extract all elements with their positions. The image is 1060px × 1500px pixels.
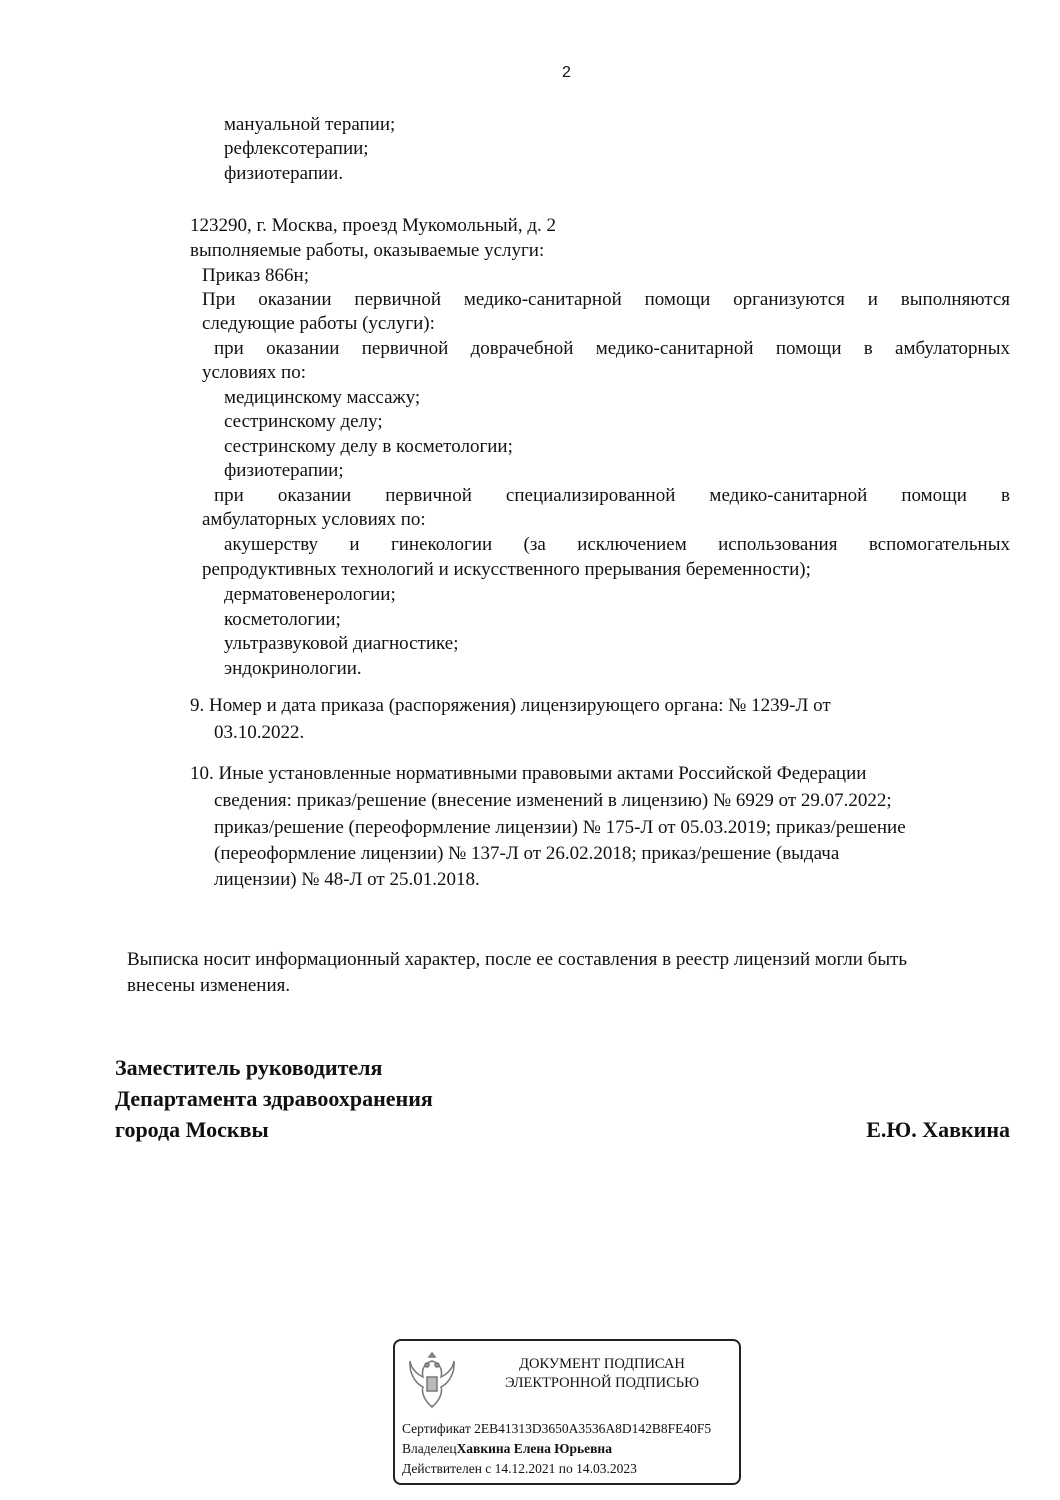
stamp-heading [487, 1355, 717, 1393]
service-line: физиотерапии. [224, 163, 344, 184]
e-signature-stamp [393, 1339, 741, 1485]
order-ref: Приказ 866н; [202, 265, 309, 286]
service-line: медицинскому массажу; [224, 387, 421, 408]
works-heading: выполняемые работы, оказываемые услуги: [190, 240, 545, 261]
address: 123290, г. Москва, проезд Мукомольный, д. 2 [190, 215, 557, 236]
service-line: сестринскому делу в косметологии; [224, 436, 513, 457]
item-10: лицензии) № 48-Л от 25.01.2018. [214, 869, 480, 890]
text-line: при оказании первичной доврачебной медико-санитарной помощи в амбулаторных [214, 338, 1010, 359]
service-line: репродуктивных технологий и искусственного прерывания беременности); [202, 559, 811, 580]
service-line: рефлексотерапии; [224, 138, 369, 159]
coat-of-arms-icon [407, 1349, 457, 1411]
service-line: мануальной терапии; [224, 114, 396, 135]
signatory-name: Е.Ю. Хавкина [866, 1117, 1010, 1142]
service-line: дерматовенерологии; [224, 584, 396, 605]
stamp-heading-line: ЭЛЕКТРОННОЙ ПОДПИСЬЮ [504, 1375, 700, 1391]
item-10: сведения: приказ/решение (внесение изменений в лицензию) № 6929 от 29.07.2022; [214, 790, 892, 811]
service-line: акушерству и гинекологии (за исключением использования вспомогательных [224, 534, 1010, 555]
text-line: при оказании первичной специализированной медико-санитарной помощи в [214, 485, 1010, 506]
owner-label: Владелец [402, 1441, 457, 1456]
service-line: сестринскому делу; [224, 411, 383, 432]
disclaimer: Выписка носит информационный характер, после ее составления в реестр лицензий могли быть [127, 949, 908, 970]
item-10: 10. Иные установленные нормативными правовыми актами Российской Федерации [190, 763, 867, 784]
service-line: эндокринологии. [224, 658, 362, 679]
signatory-title: Заместитель руководителя [115, 1055, 383, 1080]
text-line: амбулаторных условиях по: [202, 509, 426, 530]
disclaimer: внесены изменения. [127, 975, 291, 996]
certificate-line [402, 1421, 711, 1437]
validity-line: Действителен с 14.12.2021 по 14.03.2023 [402, 1461, 637, 1476]
service-line: косметологии; [224, 609, 341, 630]
certificate-label: Сертификат [402, 1421, 471, 1436]
signatory-title: Департамента здравоохранения [115, 1086, 433, 1111]
text-line: следующие работы (услуги): [202, 313, 435, 334]
text-line: При оказании первичной медико-санитарной помощи организуются и выполняются [202, 289, 1010, 310]
item-9: 9. Номер и дата приказа (распоряжения) лицензирующего органа: № 1239-Л от [190, 695, 831, 716]
owner-value: Хавкина Елена Юрьевна [456, 1441, 612, 1456]
signatory-title: города Москвы [115, 1117, 269, 1142]
service-line: ультразвуковой диагностике; [224, 633, 459, 654]
text-line: условиях по: [202, 362, 306, 383]
item-10: (переоформление лицензии) № 137-Л от 26.02.2018; приказ/решение (выдача [214, 843, 840, 864]
service-line: физиотерапии; [224, 460, 344, 481]
certificate-value: 2EB41313D3650A3536A8D142B8FE40F5 [474, 1421, 712, 1436]
item-10: приказ/решение (переоформление лицензии) № 175-Л от 05.03.2019; приказ/решение [214, 817, 906, 838]
page-number: 2 [562, 64, 571, 81]
owner-line [402, 1441, 612, 1457]
item-9: 03.10.2022. [214, 722, 305, 743]
stamp-heading-line: ДОКУМЕНТ ПОДПИСАН [519, 1356, 685, 1372]
